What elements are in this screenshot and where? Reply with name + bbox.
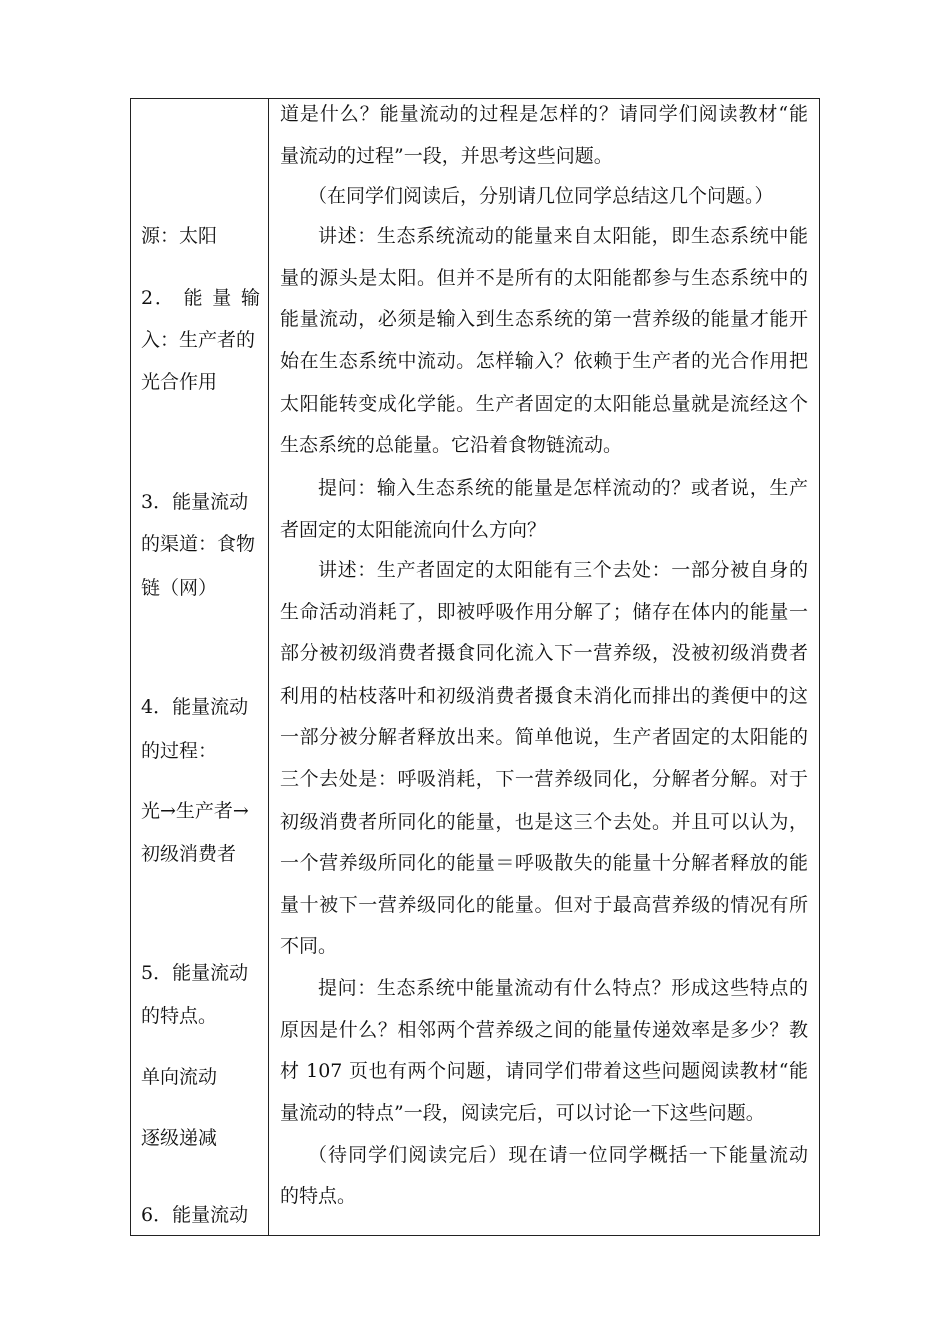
content-line: 利用的枯枝落叶和初级消费者摄食未消化而排出的粪便中的这: [280, 685, 808, 707]
content-line: 道是什么？能量流动的过程是怎样的？请同学们阅读教材“能: [280, 103, 808, 125]
content-line: 量的源头是太阳。但并不是所有的太阳能都参与生态系统中的: [280, 267, 808, 289]
content-line: 提问：输入生态系统的能量是怎样流动的？或者说，生产: [318, 477, 808, 499]
outline-line: 6．能量流动: [141, 1204, 249, 1226]
right-content-cell: [269, 99, 821, 1235]
outline-line: 的渠道：食物: [141, 533, 256, 555]
outline-line: 的过程：: [141, 740, 218, 762]
outline-line: 单向流动: [141, 1066, 218, 1088]
content-line: 讲述：生产者固定的太阳能有三个去处：一部分被自身的: [318, 559, 808, 581]
content-line: 量流动的过程”一段，并思考这些问题。: [280, 145, 613, 167]
content-line: （待同学们阅读完后）现在请一位同学概括一下能量流动: [308, 1144, 808, 1166]
lesson-table: [130, 98, 820, 1236]
outline-line: 5．能量流动: [141, 962, 249, 984]
content-line: 量流动的特点”一段，阅读完后，可以讨论一下这些问题。: [280, 1102, 765, 1124]
outline-line: 链（网）: [141, 577, 218, 599]
outline-line: 源：太阳: [141, 225, 218, 247]
outline-line: 入：生产者的: [141, 329, 256, 351]
content-line: 讲述：生态系统流动的能量来自太阳能，即生态系统中能: [318, 225, 808, 247]
left-outline-cell: [131, 99, 268, 1235]
outline-line: 4．能量流动: [141, 696, 249, 718]
outline-line: 光合作用: [141, 371, 218, 393]
content-line: 不同。: [280, 935, 338, 957]
content-line: 初级消费者所同化的能量，也是这三个去处。并且可以认为，: [280, 811, 808, 833]
content-line: 材 107 页也有两个问题，请同学们带着这些问题阅读教材“能: [280, 1060, 808, 1082]
content-line: 生命活动消耗了，即被呼吸作用分解了；储存在体内的能量一: [280, 601, 808, 623]
content-line: 能量流动，必须是输入到生态系统的第一营养级的能量才能开: [280, 308, 808, 330]
content-line: 一部分被分解者释放出来。简单他说，生产者固定的太阳能的: [280, 726, 808, 748]
outline-line: 初级消费者: [141, 843, 237, 865]
content-line: 三个去处是：呼吸消耗，下一营养级同化，分解者分解。对于: [280, 768, 808, 790]
content-line: 一个营养级所同化的能量＝呼吸散失的能量十分解者释放的能: [280, 852, 808, 874]
outline-line: 3．能量流动: [141, 491, 249, 513]
content-line: 量十被下一营养级同化的能量。但对于最高营养级的情况有所: [280, 894, 808, 916]
content-line: 者固定的太阳能流向什么方向？: [280, 519, 547, 541]
outline-line: 的特点。: [141, 1005, 218, 1027]
content-line: （在同学们阅读后，分别请几位同学总结这几个问题。）: [308, 185, 774, 207]
outline-line: 逐级递减: [141, 1127, 218, 1149]
content-line: 部分被初级消费者摄食同化流入下一营养级，没被初级消费者: [280, 642, 808, 664]
content-line: 生态系统的总能量。它沿着食物链流动。: [280, 434, 623, 456]
content-line: 始在生态系统中流动。怎样输入？依赖于生产者的光合作用把: [280, 350, 808, 372]
content-line: 太阳能转变成化学能。生产者固定的太阳能总量就是流经这个: [280, 393, 808, 415]
content-line: 原因是什么？相邻两个营养级之间的能量传递效率是多少？教: [280, 1019, 808, 1041]
outline-line: 2． 能 量 输: [141, 287, 260, 309]
content-line: 的特点。: [280, 1185, 357, 1207]
content-line: 提问：生态系统中能量流动有什么特点？形成这些特点的: [318, 977, 808, 999]
outline-line: 光→生产者→: [141, 800, 249, 822]
